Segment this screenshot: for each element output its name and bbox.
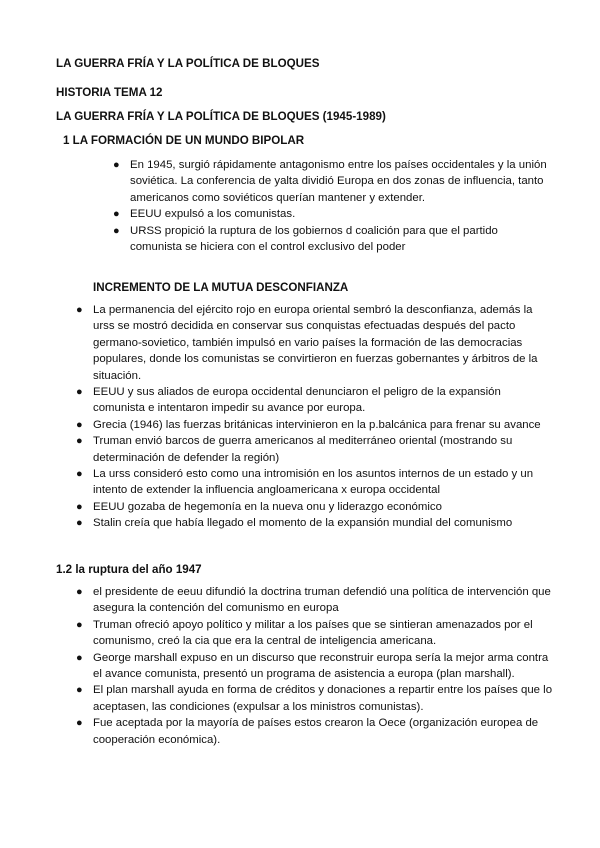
bullet-icon: ● [76, 500, 83, 513]
list-item: ● EEUU gozaba de hegemonía en la nueva onu y liderazgo económico [93, 499, 553, 515]
bullet-icon: ● [76, 418, 83, 431]
list-item: ● EEUU y sus aliados de europa occidental denunciaron el peligro de la expansión comunista e intentaron impedir su avance por europa. [76, 386, 501, 415]
list-item: ● URSS propició la ruptura de los gobiernos d coalición para que el partido comunista se hiciera con el control exclusivo del poder [113, 224, 498, 254]
bullet-icon: ● [113, 224, 120, 237]
list-item: ● En 1945, surgió rápidamente antagonismo entre los países occidentales y la unión soviética. La conferencia de yalta dividió Europa en dos zonas de influencia, tanto americanos como soviéticos querían mantener y extender. [113, 159, 547, 204]
document-subtitle: LA GUERRA FRÍA Y LA POLÍTICA DE BLOQUES (1945-1989) [56, 110, 386, 123]
bullet-icon: ● [76, 386, 83, 399]
list-item: ● George marshall expuso en un discurso que reconstruir europa sería la mejor arma contra el avance comunista, presentó un programa de asistencia a europa (plan marshall). [76, 651, 549, 681]
list-item: ● Grecia (1946) las fuerzas británicas intervinieron en la p.balcánica para frenar su avance [93, 417, 553, 433]
list-item: ● El plan marshall ayuda en forma de créditos y donaciones a repartir entre los países que lo aceptasen, las condiciones (expulsar a los ministros comunistas). [76, 684, 553, 713]
section-3-list [76, 584, 553, 748]
bullet-icon: ● [76, 684, 83, 697]
list-item: ● Fue aceptada por la mayoría de países estos crearon la Oece (organización europea de cooperación económica). [76, 717, 539, 746]
section-3-heading: 1.2 la ruptura del año 1947 [56, 563, 202, 576]
bullet-icon: ● [76, 717, 83, 730]
bullet-icon: ● [113, 208, 120, 221]
bullet-icon: ● [76, 586, 83, 598]
section-1-list [113, 157, 550, 255]
section-2-heading: INCREMENTO DE LA MUTUA DESCONFIANZA [93, 281, 349, 294]
document-title: LA GUERRA FRÍA Y LA POLÍTICA DE BLOQUES [56, 57, 320, 70]
bullet-icon: ● [76, 468, 83, 481]
list-item: ● Truman envió barcos de guerra americanos al mediterráneo oriental (mostrando su determinación de defender la región) [76, 435, 513, 464]
bullet-icon: ● [76, 517, 83, 530]
list-item: ● Truman ofreció apoyo político y militar a los países que se sintieran amenazados por el comunismo, creó la cia que era la central de inteligencia americana. [76, 618, 533, 648]
section-1-heading: 1 LA FORMACIÓN DE UN MUNDO BIPOLAR [63, 134, 305, 147]
subject-heading: HISTORIA TEMA 12 [56, 86, 163, 99]
bullet-icon: ● [113, 159, 120, 171]
list-item: ● EEUU expulsó a los comunistas. [130, 206, 550, 222]
section-2-list [76, 302, 553, 532]
list-item: ● Stalin creía que había llegado el momento de la expansión mundial del comunismo [93, 515, 553, 531]
list-item: ● La permanencia del ejército rojo en europa oriental sembró la desconfianza, además la urss se mostró decidida en conservar sus conquistas efectuadas después del pacto germano-sovietico, también impulsó en vario países la formación de las democracias populares, donde los comunistas se convirtieron en fuerzas gobernantes y árbitros de la situación. [76, 304, 538, 382]
list-item: ● La urss consideró esto como una intromisión en los asuntos internos de un estado y un intento de extender la influencia angloamericana x europa occidental [76, 468, 534, 497]
list-item: ● el presidente de eeuu difundió la doctrina truman defendió una política de intervención que asegura la contención del comunismo en europa [76, 586, 551, 615]
bullet-icon: ● [76, 651, 83, 664]
bullet-icon: ● [76, 618, 83, 631]
bullet-icon: ● [76, 304, 83, 316]
bullet-icon: ● [76, 435, 83, 448]
